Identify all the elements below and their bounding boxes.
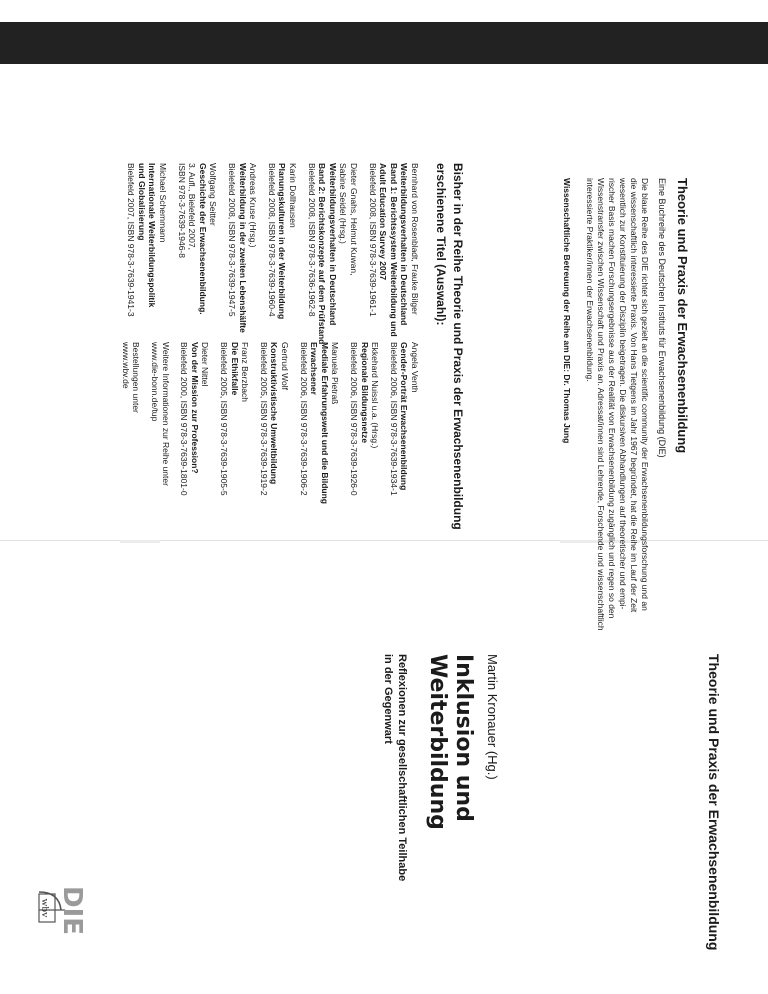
list-item-line: Bielefeld 2006, ISBN 978-3-7639-1934-1	[388, 342, 399, 496]
blurb-line: die wissenschaftlich interessierte Praxis. Von Hans Tietgens im Jahr 1967 begründet, hat die Reihe im Lauf der Zeit	[629, 178, 639, 613]
list-item-line: Bernhard von Rosenbladt, Frauke Bilger	[410, 163, 420, 315]
list-item-line: Geschichte der Erwachsenenbildung.	[197, 163, 208, 315]
list-item-line: Erwachsener	[309, 342, 320, 395]
cover-series-title: Theorie und Praxis der Erwachsenenbildung	[706, 654, 722, 951]
list-item-line: Sabine Seidel (Hrsg.)	[338, 163, 349, 244]
blurb-line: Wissenstransfer zwischen Wissenschaft und Praxis an. Adressat/innen sind Lehrende, Forschende und wissenschaftlich	[596, 178, 606, 631]
list-item-line: Weiterbildung in der zweiten Lebenshälfte	[237, 163, 248, 333]
list-item-line: Band 2: Berichtskonzepte auf dem Prüfstand	[317, 163, 328, 345]
cover-subtitle: in der Gegenwart	[382, 654, 394, 744]
list-item-line: Gertrud Wolf	[280, 342, 290, 391]
cover-subtitle: Reflexionen zur gesellschaftlichen Teilhabe	[396, 654, 408, 882]
list-item-line: Regionale Bildungsnetze	[359, 342, 370, 444]
list-item-line: Weitere Informationen zur Reihe unter	[160, 342, 171, 486]
list-heading: erschienene Titel (Auswahl):	[434, 163, 448, 326]
blurb-line: interessierte Praktiker/innen der Erwachsenenbildung.	[585, 178, 595, 382]
list-item-line: Bielefeld 2008, ISBN 978-3-7636-1962-8	[306, 163, 317, 317]
fold-line	[0, 540, 768, 541]
list-item-line: Bestellungen unter	[131, 342, 142, 413]
series-care-note: Wissenschaftliche Betreuung der Reihe am DIE: Dr. Thomas Jung	[562, 178, 572, 444]
scan-artifact	[120, 540, 160, 543]
list-heading: Bisher in der Reihe Theorie und Praxis der Erwachsenenbildung	[451, 163, 465, 530]
list-item-line: Dieter Gnahs, Helmut Kuwan,	[349, 163, 359, 276]
list-item-line: Bielefeld 2008, ISBN 978-3-7639-1960-4	[266, 163, 277, 317]
list-item-line: Ekkehard Nuissl u.a. (Hrsg.)	[370, 342, 381, 449]
list-item-line: Karin Dollhausen	[288, 163, 298, 228]
list-item-line: www.wbv.de	[120, 342, 131, 389]
list-item-line: Mediale Erfahrungswelt und die Bildung	[319, 342, 330, 504]
list-item-line: Band 1: Berichtssystem Weiterbildung und	[388, 163, 399, 337]
list-item-line: Gender-Porträt Erwachsenenbildung	[399, 342, 410, 491]
scan-top-bar	[0, 22, 768, 64]
list-item-line: und Globalisierung	[136, 163, 147, 241]
blurb-line: Die blaue Reihe des DIE richtet sich gezielt an die scientific community der Erwachsenenbildungsforschung und an	[640, 178, 650, 611]
svg-text:DIE: DIE	[57, 886, 87, 936]
list-item-line: 3. Aufl., Bielefeld 2007,	[187, 163, 198, 250]
list-item-line: Bielefeld 2000, ISBN 978-3-7639-1801-0	[179, 342, 190, 496]
die-logo	[57, 884, 87, 950]
list-item-line: Internationale Weiterbildungspolitik	[147, 163, 158, 308]
list-item-line: Die Ethikfalle	[229, 342, 240, 396]
cover-author: Martin Kronauer (Hg.)	[485, 654, 500, 780]
list-item-line: Wolfgang Seitter	[208, 163, 219, 226]
list-item-line: Bielefeld 2005, ISBN 978-3-7639-1905-5	[219, 342, 229, 496]
list-item-line: Bielefeld 2008, ISBN 978-3-7639-1961-1	[367, 163, 378, 317]
list-item-line: Bielefeld 2008, ISBN 978-3-7639-1947-5	[227, 163, 237, 317]
list-item-line: Bielefeld 2007, ISBN 978-3-7639-1941-3	[126, 163, 137, 317]
list-item-line: Adult Education Survey 2007	[378, 163, 389, 281]
list-item-line: Angela Venth	[410, 342, 420, 393]
list-item-line: Dieter Nittel	[200, 342, 211, 387]
series-title: Theorie und Praxis der Erwachsenenbildung	[675, 178, 690, 454]
list-item-line: Weiterbildungsverhalten in Deutschland	[399, 163, 410, 326]
list-item-line: Bielefeld 2006, ISBN 978-3-7639-1926-0	[349, 342, 359, 496]
cover-title: Weiterbildung	[425, 654, 450, 830]
svg-text:wbv: wbv	[39, 898, 51, 918]
cover-title: Inklusion und	[451, 654, 476, 822]
list-item-line: ISBN 978-3-7639-1946-8	[176, 163, 187, 258]
list-item-line: Konstruktivistische Umweltbildung	[269, 342, 280, 485]
list-item-line: Michael Schemmann	[158, 163, 168, 243]
list-item-line: Planungskulturen in der Weiterbildung	[277, 163, 288, 320]
list-item-line: Franz Berzbach	[240, 342, 251, 402]
blurb-line: wesentlich zur Konstituierung der Disziplin beigetragen. Die diskursiven Abhandlungen auf theoretischer und empi-	[618, 178, 628, 610]
series-subtitle: Eine Buchreihe des Deutschen Instituts für Erwachsenenbildung (DIE)	[657, 178, 667, 458]
list-item-line: Andreas Kruse (Hrsg.)	[248, 163, 259, 248]
blurb-line: rischer Basis machen Forschungsergebnisse aus der Realität von Erwachsenenbildung zugänglich und regen so den	[607, 178, 617, 619]
list-item-line: www.die-bonn.de/tup	[150, 342, 160, 422]
list-item-line: Manuela Pietraß	[330, 342, 341, 405]
list-item-line: Bielefeld 2006, ISBN 978-3-7639-1906-2	[298, 342, 309, 496]
list-item-line: Von der Mission zur Profession?	[189, 342, 200, 474]
list-item-line: Weiterbildungsverhalten in Deutschland	[327, 163, 338, 326]
list-item-line: Bielefeld 2005, ISBN 978-3-7639-1919-2	[258, 342, 269, 496]
